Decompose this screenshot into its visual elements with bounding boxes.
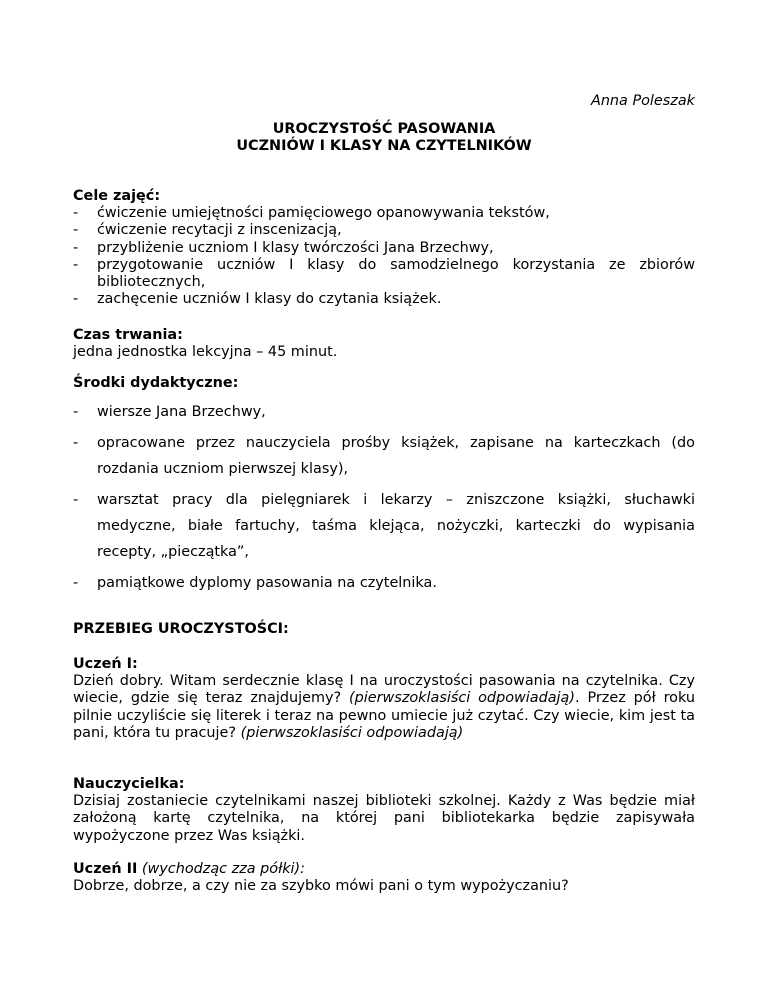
document-title — [73, 121, 695, 155]
duration-section — [73, 327, 695, 361]
goal-item: - przybliżenie uczniom I klasy twórczości Jana Brzechwy, — [73, 240, 695, 257]
title-line-1: UROCZYSTOŚĆ PASOWANIA — [272, 121, 496, 137]
materials-list — [73, 399, 695, 596]
speaker-label: Uczeń II — [73, 861, 138, 877]
material-item: - opracowane przez nauczyciela prośby książek, zapisane na karteczkach (do rozdania uczniom pierwszej klasy), — [73, 430, 695, 482]
duration-text: jedna jednostka lekcyjna – 45 minut. — [73, 344, 338, 361]
speech-text: . Przez pół roku pilnie uczyliście się literek i teraz na pewno umiecie już czytać. Czy wiecie, kim jest ta pani, która tu pracuje? — [73, 690, 695, 741]
goal-item: - ćwiczenie recytacji z inscenizacją, — [73, 222, 695, 239]
speaker-label: Nauczycielka: — [73, 776, 185, 792]
goals-section — [73, 188, 695, 308]
material-item: - pamiątkowe dyplomy pasowania na czytelnika. — [73, 570, 695, 596]
goals-heading: Cele zajęć: — [73, 188, 161, 204]
course-heading: PRZEBIEG UROCZYSTOŚCI: — [73, 621, 289, 637]
dialogue-text — [73, 673, 695, 742]
stage-note: (wychodząc zza półki): — [141, 861, 306, 877]
goals-list — [73, 205, 695, 308]
dialogue-uczen-2 — [73, 861, 695, 895]
materials-heading: Środki dydaktyczne: — [73, 375, 239, 391]
goal-item: - zachęcenie uczniów I klasy do czytania książek. — [73, 291, 695, 308]
title-line-2: UCZNIÓW I KLASY NA CZYTELNIKÓW — [236, 138, 532, 154]
dialogue-text: Dobrze, dobrze, a czy nie za szybko mówi pani o tym wypożyczaniu? — [73, 878, 569, 895]
material-item: - warsztat pracy dla pielęgniarek i lekarzy – zniszczone książki, słuchawki medyczne, białe fartuchy, taśma klejąca, nożyczki, karteczki do wypisania recepty, „pieczątka”, — [73, 487, 695, 565]
duration-heading: Czas trwania: — [73, 327, 183, 343]
speaker-label: Uczeń I: — [73, 656, 138, 672]
dialogue-uczen-1 — [73, 656, 695, 742]
goal-item: - ćwiczenie umiejętności pamięciowego opanowywania tekstów, — [73, 205, 695, 222]
dialogue-nauczycielka — [73, 776, 695, 845]
dialogue-text: Dzisiaj zostaniecie czytelnikami naszej biblioteki szkolnej. Każdy z Was będzie miał założoną kartę czytelnika, na której pani bibliotekarka będzie zapisywała wypożyczone przez Was książki. — [73, 793, 695, 844]
stage-note: (pierwszoklasiści odpowiadają) — [349, 690, 575, 707]
author-name: Anna Poleszak — [590, 93, 695, 109]
speech-text: Dzień dobry. Witam serdecznie klasę I na uroczystości pasowania na czytelnika. Czy wiecie, gdzie się teraz znajdujemy? — [73, 673, 695, 707]
stage-note: (pierwszoklasiści odpowiadają) — [240, 724, 464, 741]
goal-item: - przygotowanie uczniów I klasy do samodzielnego korzystania ze zbiorów bibliotecznych, — [73, 257, 695, 291]
material-item: - wiersze Jana Brzechwy, — [73, 399, 695, 425]
materials-section — [73, 375, 695, 601]
